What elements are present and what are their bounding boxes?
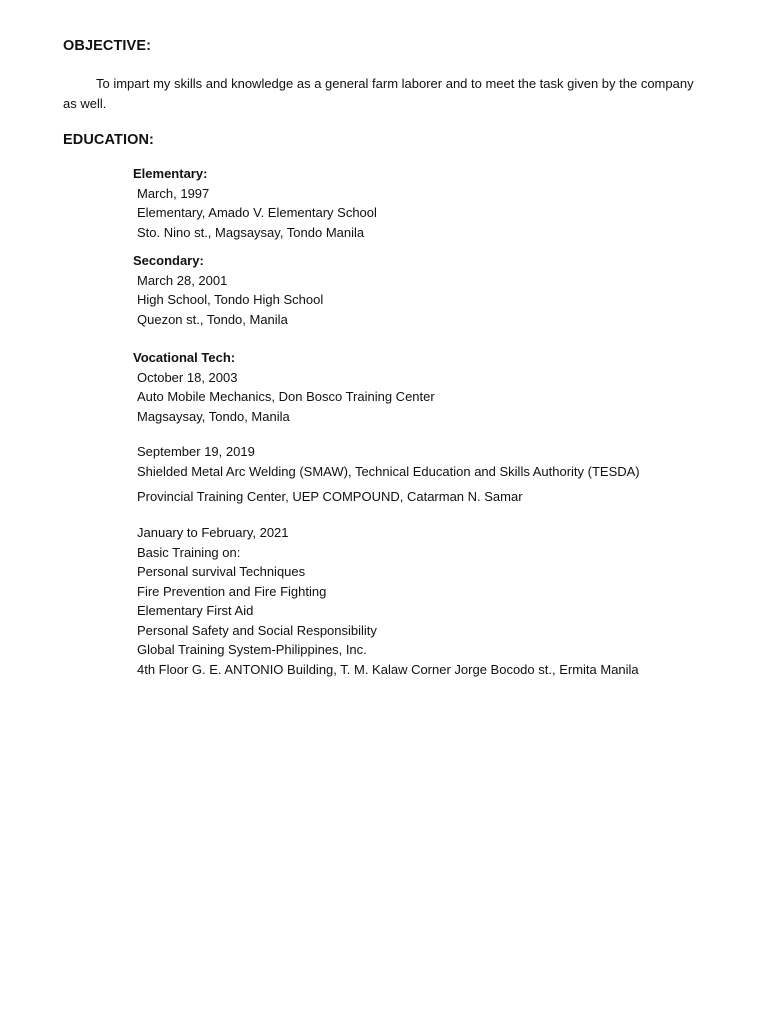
basic-training-address: 4th Floor G. E. ANTONIO Building, T. M. Kalaw Corner Jorge Bocodo st., Ermita Manila xyxy=(137,661,639,677)
education-smaw xyxy=(133,442,733,507)
objective-heading: OBJECTIVE: xyxy=(63,38,152,54)
basic-training-item: Personal survival Techniques xyxy=(137,564,306,579)
basic-training-item: Elementary First Aid xyxy=(137,603,254,618)
education-elementary xyxy=(133,164,733,242)
education-secondary xyxy=(133,251,733,329)
basic-training-date: January to February, 2021 xyxy=(137,525,289,540)
secondary-label: Secondary: xyxy=(133,253,204,268)
basic-training-provider: Global Training System-Philippines, Inc. xyxy=(137,642,367,657)
vocational-label: Vocational Tech: xyxy=(133,350,236,365)
education-heading: EDUCATION: xyxy=(63,132,154,148)
vocational-date: October 18, 2003 xyxy=(137,369,238,385)
smaw-address: Provincial Training Center, UEP COMPOUND, Catarman N. Samar xyxy=(137,489,523,504)
elementary-school: Elementary, Amado V. Elementary School xyxy=(137,205,377,220)
secondary-date: March 28, 2001 xyxy=(137,272,228,288)
smaw-course: Shielded Metal Arc Welding (SMAW), Technical Education and Skills Authority (TESDA) xyxy=(137,463,640,479)
secondary-address: Quezon st., Tondo, Manila xyxy=(137,311,288,327)
vocational-address: Magsaysay, Tondo, Manila xyxy=(137,408,290,424)
basic-training-item: Fire Prevention and Fire Fighting xyxy=(137,583,327,599)
education-basic-training xyxy=(133,523,733,679)
education-vocational xyxy=(133,348,733,426)
smaw-date: September 19, 2019 xyxy=(137,444,255,459)
objective-text: To impart my skills and knowledge as a general farm laborer and to meet the task given by the company as well. xyxy=(63,76,694,111)
secondary-school: High School, Tondo High School xyxy=(137,292,324,307)
elementary-date: March, 1997 xyxy=(137,185,210,201)
basic-training-item: Personal Safety and Social Responsibility xyxy=(137,622,377,638)
vocational-course: Auto Mobile Mechanics, Don Bosco Training Center xyxy=(137,389,435,404)
elementary-label: Elementary: xyxy=(133,166,208,181)
basic-training-title: Basic Training on: xyxy=(137,544,241,560)
elementary-address: Sto. Nino st., Magsaysay, Tondo Manila xyxy=(137,224,365,240)
